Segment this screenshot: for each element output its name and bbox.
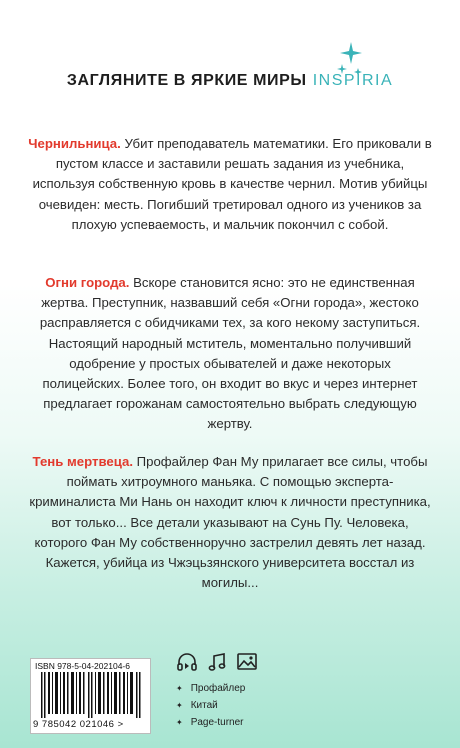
paragraph-text: Убит преподаватель математики. Его приковали в пустом классе и заставили решать задания из учебника, используя собственную кровь в качестве чернил. Мотив убийцы очевиден: месть. Погибший третировал одного из учеников за плохую успеваемость, и мальчик покончил с собой. bbox=[32, 136, 432, 232]
paragraph-heading: Тень мертвеца. bbox=[32, 454, 133, 469]
tag-item bbox=[176, 697, 245, 714]
barcode-bars bbox=[41, 672, 143, 718]
image-icon bbox=[236, 651, 258, 673]
isbn-label: ISBN 978-5-04-202104-6 bbox=[35, 661, 130, 671]
star-bullet-icon: ✦ bbox=[176, 701, 183, 710]
tag-item bbox=[176, 714, 245, 731]
paragraph-text: Вскоре становится ясно: это не единственная жертва. Преступник, назвавший себя «Огни города», жестоко расправляется с обидчиками тех, за кого некому заступиться. Настоящий народный мститель, моментально получивший одобрение у простых обывателей и даже некоторых полицейских. Более того, он входит во вкус и через интернет предлагает горожанам самостоятельно выбрать следующую жертву. bbox=[39, 275, 421, 432]
annotation-paragraph-3 bbox=[28, 452, 432, 593]
star-bullet-icon: ✦ bbox=[176, 718, 183, 727]
paragraph-heading: Огни города. bbox=[45, 275, 130, 290]
format-icons bbox=[176, 651, 266, 673]
genre-tags bbox=[176, 680, 245, 731]
annotation-paragraph-2 bbox=[28, 273, 432, 435]
tag-label: Page-turner bbox=[190, 717, 244, 728]
series-title: ЗАГЛЯНИТЕ В ЯРКИЕ МИРЫ bbox=[66, 72, 307, 89]
tag-label: Китай bbox=[190, 700, 218, 711]
barcode-digits: 9 785042 021046 > bbox=[33, 719, 124, 730]
paragraph-text: Профайлер Фан Му прилагает все силы, чтобы поймать хитроумного маньяка. С помощью эксперта-криминалиста Ми Нань он находит ключ к личности преступника, вот только... Все детали указывают на Сунь Пу. Человека, которого Фан Му собственноручно застрелил девять лет назад. Кажется, убийца из Чжэцьзянского университета восстал из могилы... bbox=[29, 454, 431, 591]
series-header bbox=[0, 72, 460, 90]
brand-logo: INSPIRIA bbox=[312, 72, 394, 89]
tag-label: Профайлер bbox=[190, 683, 246, 694]
paragraph-heading: Чернильница. bbox=[28, 136, 121, 151]
barcode bbox=[30, 658, 151, 734]
annotation-paragraph-1 bbox=[28, 134, 432, 235]
music-note-icon bbox=[206, 651, 228, 673]
tag-item bbox=[176, 680, 245, 697]
headphones-icon bbox=[176, 651, 198, 673]
star-bullet-icon: ✦ bbox=[176, 684, 183, 693]
